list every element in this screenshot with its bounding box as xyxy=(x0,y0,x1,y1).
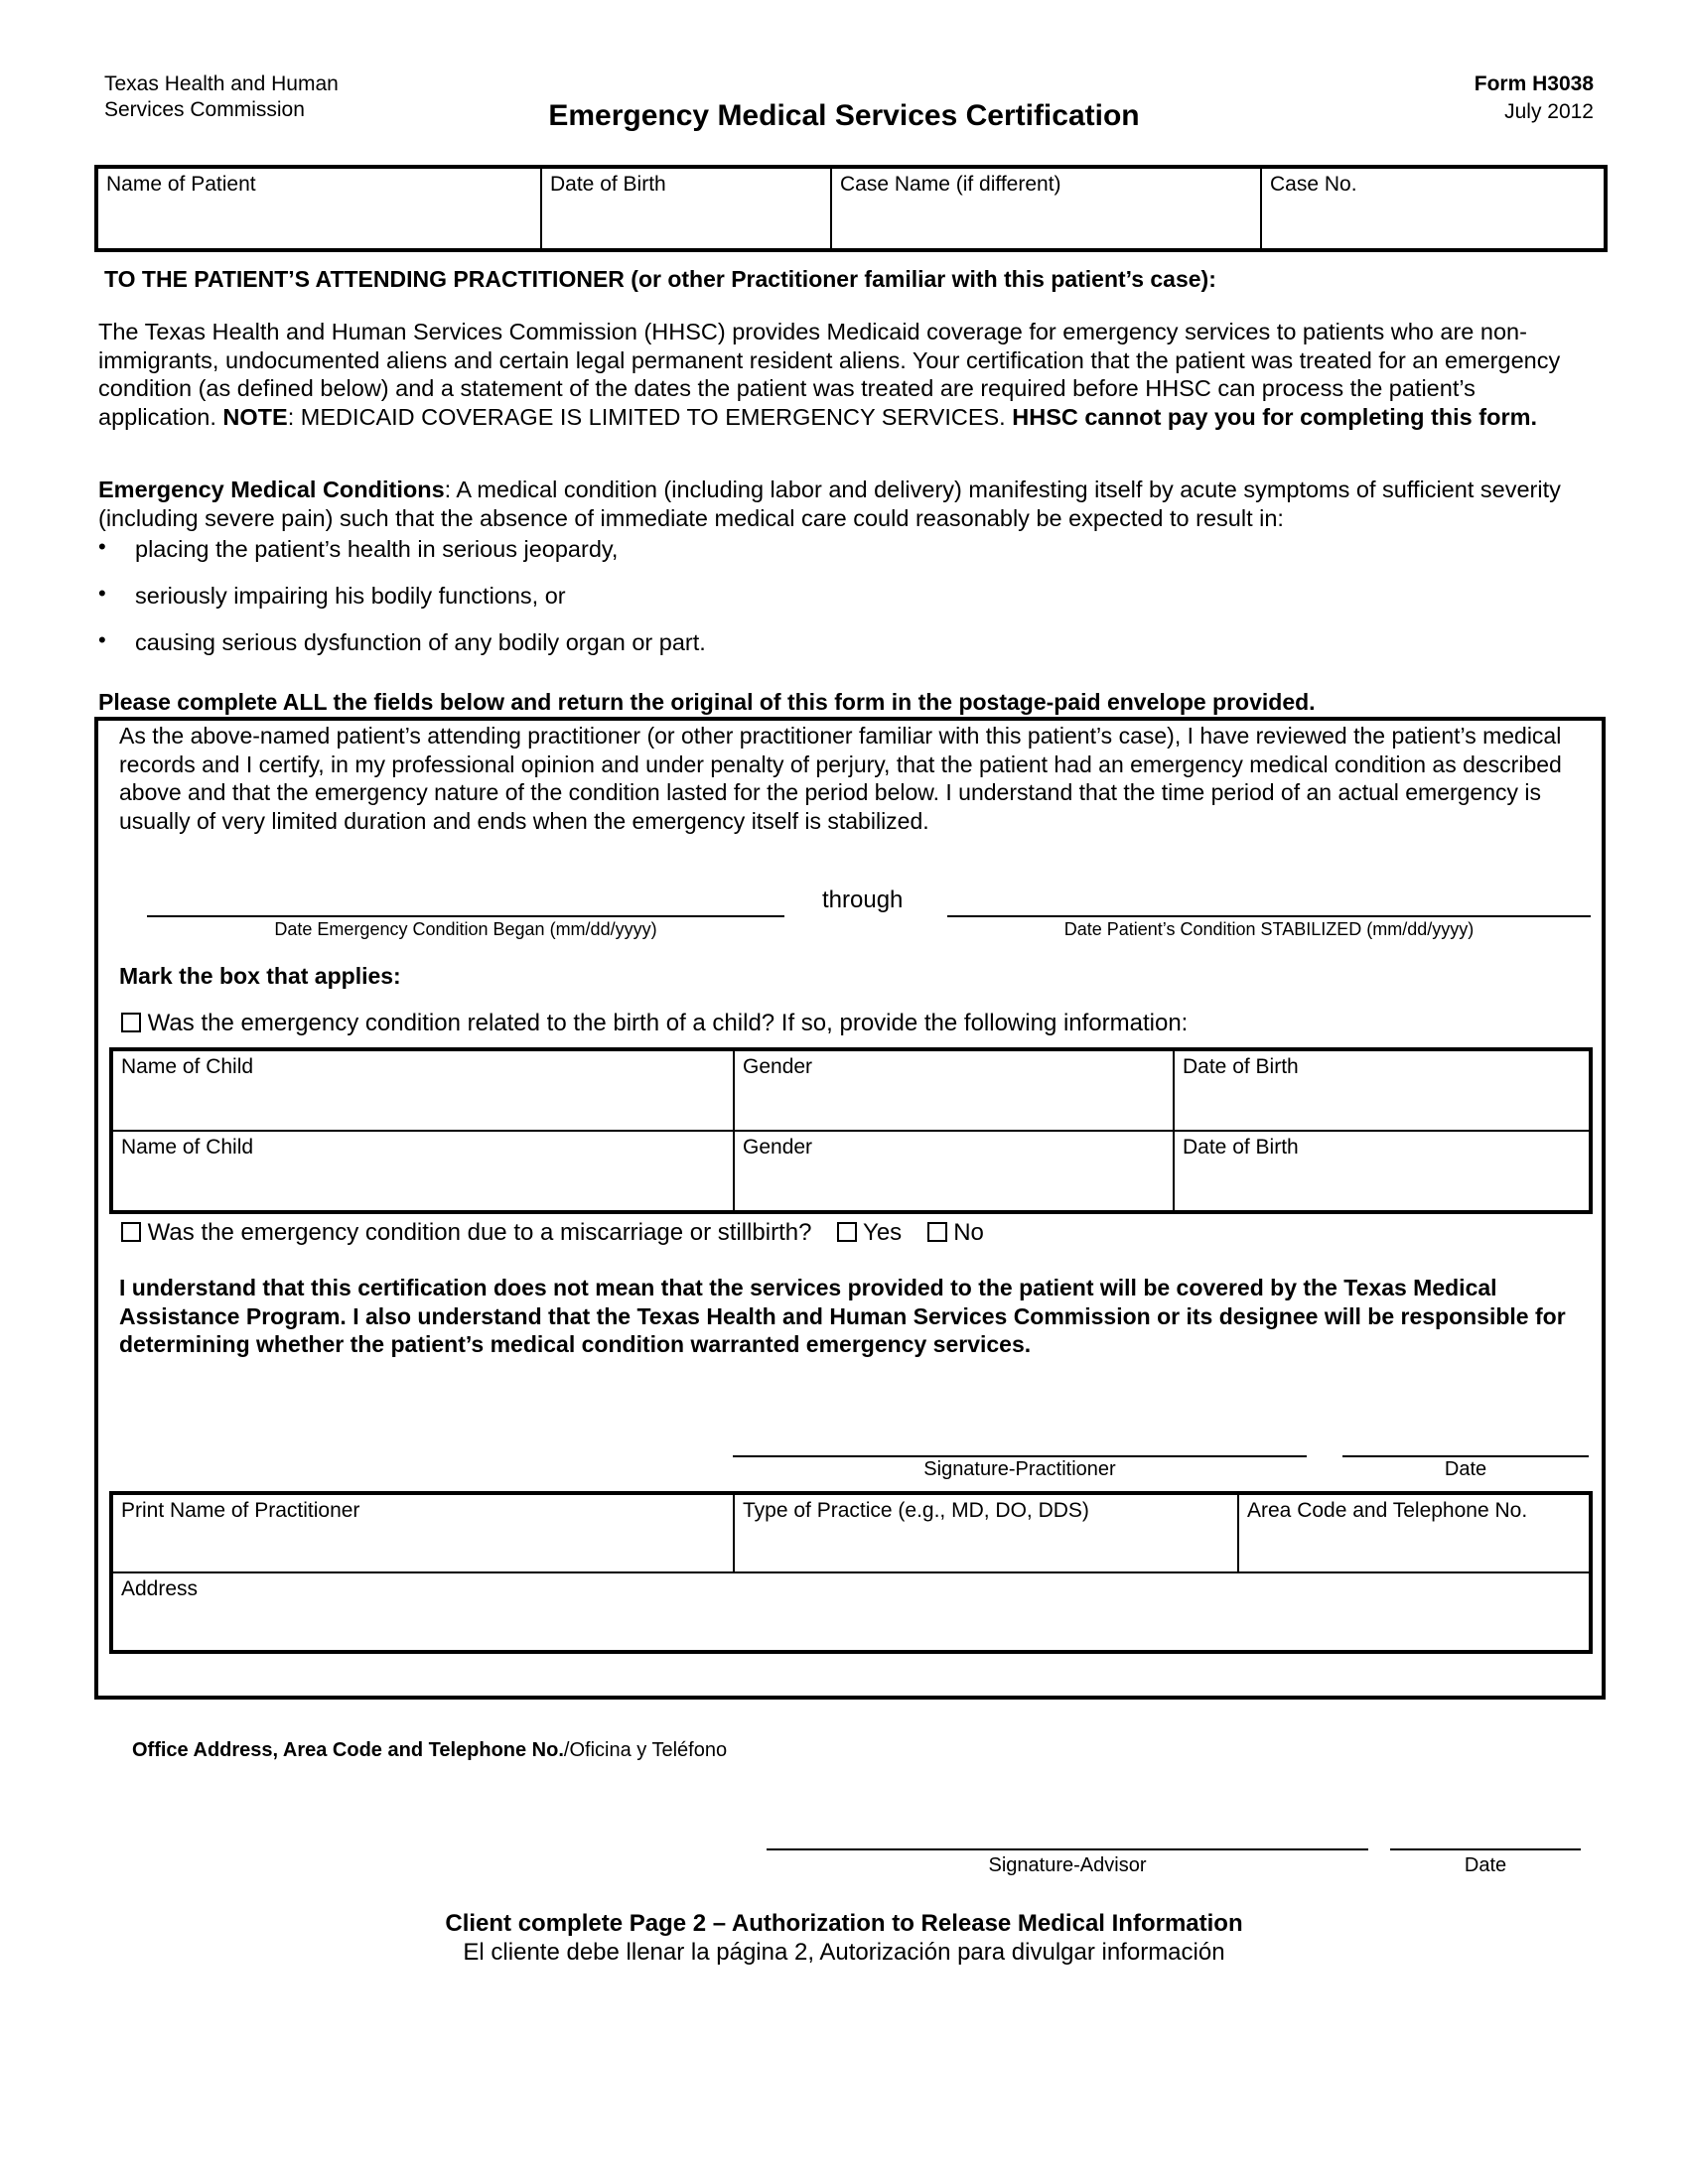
name-of-patient-label: Name of Patient xyxy=(106,173,256,196)
patient-dob-field[interactable] xyxy=(541,167,831,250)
advisor-date-label: Date xyxy=(1464,1854,1507,1876)
footer-spanish: El cliente debe llenar la página 2, Autorización para divulgar información xyxy=(463,1939,1225,1966)
type-of-practice-field[interactable] xyxy=(734,1493,1238,1572)
date-began-label: Date Emergency Condition Began (mm/dd/yyyy) xyxy=(274,919,657,939)
bullet-icon: • xyxy=(98,627,106,652)
child-gender-field[interactable]: Gender xyxy=(734,1049,1174,1131)
no-payment-text: HHSC cannot pay you for completing this form. xyxy=(1012,403,1538,430)
table-row xyxy=(111,1131,1591,1212)
table-row xyxy=(111,1049,1591,1131)
intro-paragraph xyxy=(98,318,1598,431)
office-label-spanish: /Oficina y Teléfono xyxy=(563,1739,728,1761)
phone-label: Area Code and Telephone No. xyxy=(1247,1499,1528,1522)
address-label: Address xyxy=(121,1577,199,1600)
practitioner-table xyxy=(109,1491,1593,1654)
birth-checkbox[interactable] xyxy=(121,1013,141,1032)
birth-question-text: Was the emergency condition related to the birth of a child? If so, provide the following information: xyxy=(147,1010,1189,1036)
date-stabilized-line[interactable] xyxy=(947,915,1591,917)
child-gender-field[interactable]: Gender xyxy=(734,1131,1174,1212)
form-number: Form H3038 xyxy=(1474,72,1594,95)
date-stabilized-label: Date Patient’s Condition STABILIZED (mm/dd/yyyy) xyxy=(1063,919,1475,939)
practitioner-date-label: Date xyxy=(1444,1458,1487,1480)
bullet-icon: • xyxy=(98,581,106,606)
bullet-icon: • xyxy=(98,534,106,559)
practitioner-heading: TO THE PATIENT’S ATTENDING PRACTITIONER (or other Practitioner familiar with this patient’s case): xyxy=(104,266,1216,292)
type-of-practice-label: Type of Practice (e.g., MD, DO, DDS) xyxy=(743,1499,1089,1522)
yes-checkbox[interactable] xyxy=(837,1222,857,1242)
miscarriage-question-text: Was the emergency condition due to a miscarriage or stillbirth? xyxy=(147,1219,812,1246)
advisor-signature-label: Signature-Advisor xyxy=(988,1854,1147,1876)
name-of-patient-field[interactable] xyxy=(96,167,541,250)
birth-question xyxy=(121,1010,1188,1037)
case-no-label: Case No. xyxy=(1270,173,1357,196)
yes-label: Yes xyxy=(863,1219,903,1246)
practitioner-date-line[interactable] xyxy=(1342,1455,1589,1457)
address-field[interactable] xyxy=(111,1572,1591,1652)
child-name-field[interactable]: Name of Child xyxy=(111,1131,734,1212)
patient-dob-label: Date of Birth xyxy=(550,173,666,196)
note-text: : MEDICAID COVERAGE IS LIMITED TO EMERGENCY SERVICES. xyxy=(287,403,1013,430)
child-dob-field[interactable]: Date of Birth xyxy=(1174,1131,1591,1212)
mark-box-heading: Mark the box that applies: xyxy=(119,963,401,989)
agency-line-1: Texas Health and Human xyxy=(104,72,339,95)
child-name-field[interactable]: Name of Child xyxy=(111,1049,734,1131)
form-id xyxy=(1475,70,1594,126)
date-began-line[interactable] xyxy=(147,915,784,917)
table-row xyxy=(111,1493,1591,1572)
emergency-conditions-text: : A medical condition (including labor and delivery) manifesting itself by acute symptoms of sufficient severity (including severe pain) such that the absence of immediate medical care could reasonably be expected to result in: xyxy=(98,477,1561,531)
advisor-signature-line[interactable] xyxy=(767,1848,1368,1850)
phone-field[interactable] xyxy=(1238,1493,1591,1572)
practitioner-signature-label: Signature-Practitioner xyxy=(923,1458,1116,1480)
child-table xyxy=(109,1047,1593,1214)
child-dob-field[interactable]: Date of Birth xyxy=(1174,1049,1591,1131)
print-name-label: Print Name of Practitioner xyxy=(121,1499,360,1522)
emergency-conditions-paragraph xyxy=(98,476,1598,532)
print-name-field[interactable] xyxy=(111,1493,734,1572)
no-checkbox[interactable] xyxy=(927,1222,947,1242)
no-label: No xyxy=(953,1219,984,1246)
patient-info-table xyxy=(94,165,1608,252)
practitioner-signature-line[interactable] xyxy=(733,1455,1307,1457)
intro-text: The Texas Health and Human Services Commission (HHSC) provides Medicaid coverage for emergency services to patients who are non-immigrants, undocumented aliens and certain legal permanent resident aliens. Your certification that the patient was treated for an emergency condition (as defined below) and a statement of the dates the patient was treated are required before HHSC can process the patient’s application. xyxy=(98,319,1561,430)
office-address-label xyxy=(132,1739,727,1762)
page-title: Emergency Medical Services Certification xyxy=(548,99,1140,132)
miscarriage-question xyxy=(121,1219,984,1247)
office-label-bold: Office Address, Area Code and Telephone No. xyxy=(132,1739,564,1761)
footer-english: Client complete Page 2 – Authorization to Release Medical Information xyxy=(445,1910,1243,1937)
case-no-field[interactable] xyxy=(1261,167,1606,250)
understanding-statement: I understand that this certification does not mean that the services provided to the patient will be covered by the Texas Medical Assistance Program. I also understand that the Texas Health and Human Services Commission or its designee will be responsible for determining whether the patient’s medical condition warranted emergency services. xyxy=(119,1275,1566,1357)
agency-line-2: Services Commission xyxy=(104,98,305,121)
advisor-date-line[interactable] xyxy=(1390,1848,1581,1850)
form-date: July 2012 xyxy=(1504,100,1594,123)
miscarriage-checkbox[interactable] xyxy=(121,1222,141,1242)
emergency-conditions-label: Emergency Medical Conditions xyxy=(98,477,445,502)
table-row xyxy=(111,1572,1591,1652)
through-text: through xyxy=(822,887,904,913)
certification-text: As the above-named patient’s attending practitioner (or other practitioner familiar with this patient’s case), I have reviewed the patient’s medical records and I certify, in my professional opinion and under penalty of perjury, that the patient had an emergency medical condition as described above and that the emergency nature of the condition lasted for the period below. I understand that the time period of an actual emergency is usually of very limited duration and ends when the emergency itself is stabilized. xyxy=(119,723,1562,834)
case-name-field[interactable] xyxy=(831,167,1261,250)
case-name-label: Case Name (if different) xyxy=(840,173,1061,196)
complete-all-heading: Please complete ALL the fields below and return the original of this form in the postage-paid envelope provided. xyxy=(98,689,1316,715)
note-label: NOTE xyxy=(222,403,288,430)
